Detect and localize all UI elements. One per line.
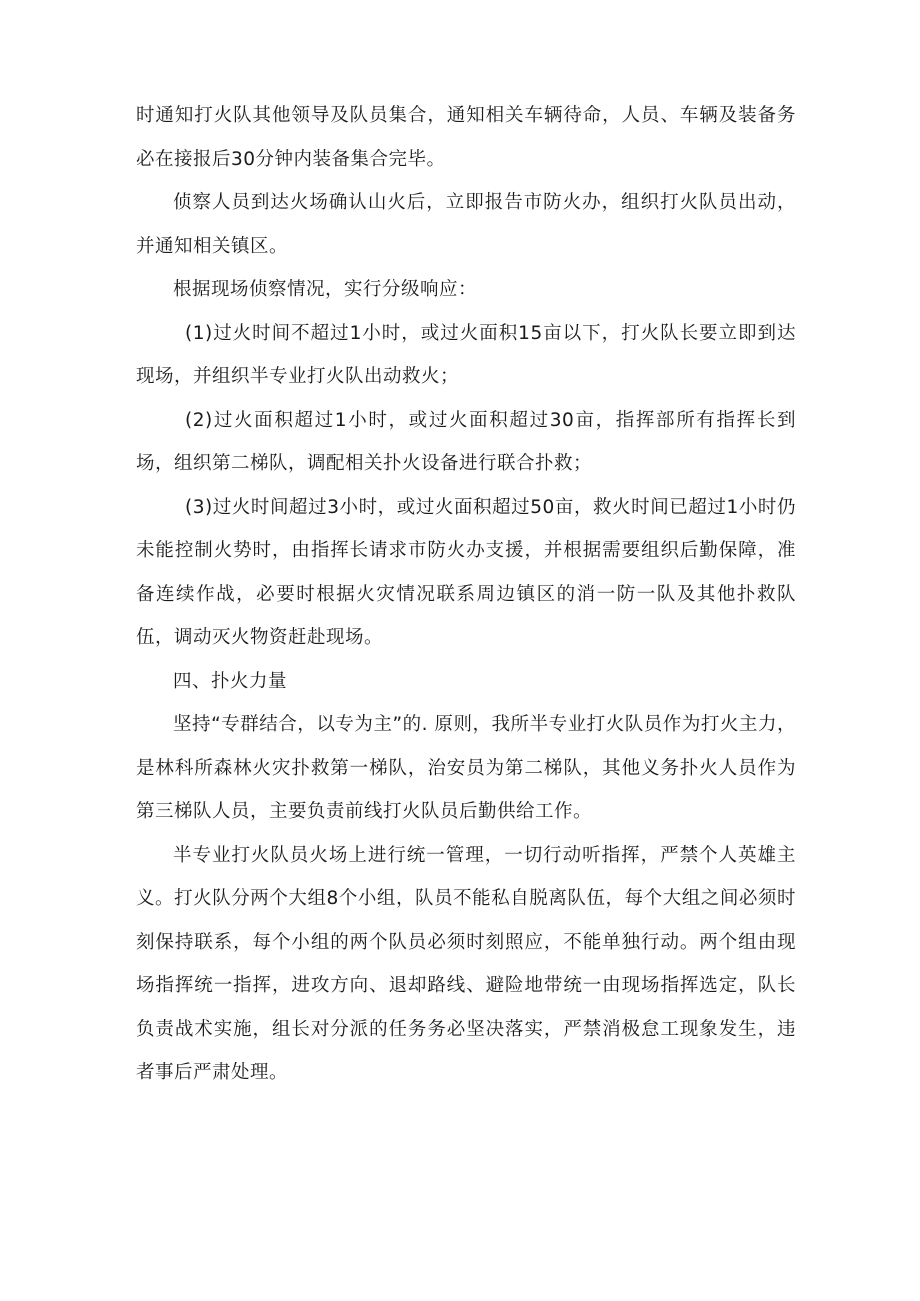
paragraph-reconnaissance: 侦察人员到达火场确认山火后，立即报告市防火办，组织打火队员出动，并通知相关镇区。 [136,192,796,257]
paragraph-response-intro: 根据现场侦察情况，实行分级响应： [173,279,478,300]
paragraph-principle: 坚持“专群结合，以专为主”的. 原则，我所半专业打火队员作为打火主力，是林科所森林火灾扑救第一梯队，治安员为第二梯队，其他义务扑火人员作为第三梯队人员，主要负责前线打火队员后勤供给工作。 [136,714,796,822]
paragraph-continuation: 时通知打火队其他领导及队员集合，通知相关车辆待命，人员、车辆及装备务必在接报后30分钟内装备集合完毕。 [136,105,796,170]
document-body [136,94,796,1095]
paragraph-management: 半专业打火队员火场上进行统一管理，一切行动听指挥，严禁个人英雄主义。打火队分两个大组8个小组，队员不能私自脱离队伍，每个大组之间必须时刻保持联系，每个小组的两个队员必须时刻照应，不能单独行动。两个组由现场指挥统一指挥，进攻方向、退却路线、避险地带统一由现场指挥选定，队长负责战术实施，组长对分派的任务务必坚决落实，严禁消极怠工现象发生，违者事后严肃处理。 [136,844,796,1083]
paragraph-level-1: (1)过火时间不超过1小时，或过火面积15亩以下，打火队长要立即到达现场，并组织半专业打火队出动救火； [136,322,796,387]
paragraph-level-3: (3)过火时间超过3小时，或过火面积超过50亩，救火时间已超过1小时仍未能控制火势时，由指挥长请求市防火办支援，并根据需要组织后勤保障，准备连续作战，必要时根据火灾情况联系周边镇区的消一防一队及其他扑救队伍，调动灭火物资赶赴现场。 [136,496,796,648]
section-heading-firefighting-force: 四、扑火力量 [173,670,288,692]
paragraph-level-2: (2)过火面积超过1小时，或过火面积超过30亩，指挥部所有指挥长到场，组织第二梯队，调配相关扑火设备进行联合扑救； [136,409,796,474]
